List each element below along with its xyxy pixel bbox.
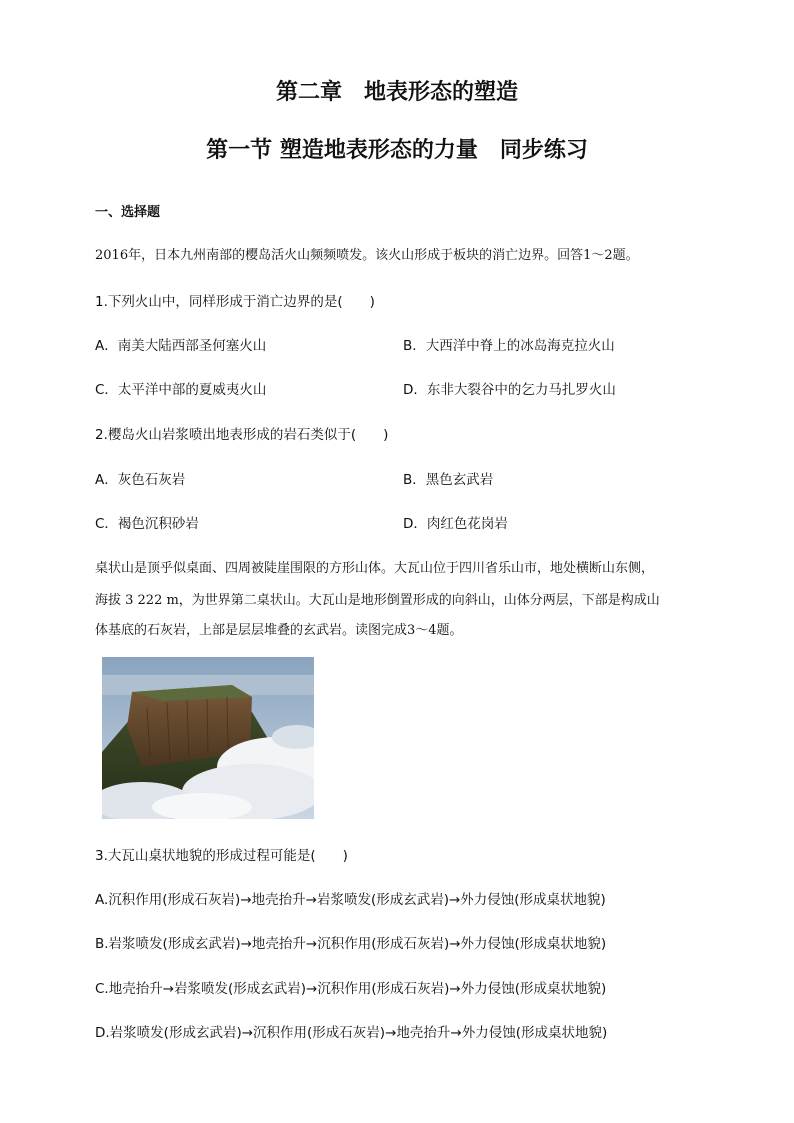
part-heading: 一、选择题: [95, 205, 161, 220]
chapter-title: 第二章 地表形态的塑造: [275, 80, 518, 105]
question-1-option-a: A．南美大陆西部圣何塞火山: [95, 338, 267, 354]
question-3-option-b: B.岩浆喷发(形成玄武岩)→地壳抬升→沉积作用(形成石灰岩)→外力侵蚀(形成桌状地貌): [95, 936, 607, 952]
passage-2-line-2: 海拔 3 222 m，为世界第二桌状山。大瓦山是地形倒置形成的向斜山，山体分两层，下部是构成山: [95, 593, 660, 608]
question-3-option-a: A.沉积作用(形成石灰岩)→地壳抬升→岩浆喷发(形成玄武岩)→外力侵蚀(形成桌状地貌): [95, 892, 606, 908]
question-3-option-d: D.岩浆喷发(形成玄武岩)→沉积作用(形成石灰岩)→地壳抬升→外力侵蚀(形成桌状地貌): [95, 1025, 608, 1041]
question-2-stem: 2.樱岛火山岩浆喷出地表形成的岩石类似于( ): [95, 427, 389, 443]
question-1-option-b: B．大西洋中脊上的冰岛海克拉火山: [403, 338, 615, 354]
question-1-stem: 1.下列火山中，同样形成于消亡边界的是( ): [95, 294, 375, 310]
question-2-option-c: C．褐色沉积砂岩: [95, 516, 199, 532]
passage-2-line-1: 桌状山是顶乎似桌面、四周被陡崖围限的方形山体。大瓦山位于四川省乐山市，地处横断山东侧，: [95, 561, 655, 576]
question-3-stem: 3.大瓦山桌状地貌的形成过程可能是( ): [95, 848, 348, 864]
question-3-option-c: C.地壳抬升→岩浆喷发(形成玄武岩)→沉积作用(形成石灰岩)→外力侵蚀(形成桌状地貌): [95, 981, 607, 997]
passage-1: 2016年，日本九州南部的樱岛活火山频频喷发。该火山形成于板块的消亡边界。回答1～2题。: [95, 248, 639, 263]
question-2-option-d: D．肉红色花岗岩: [403, 516, 508, 532]
passage-2-line-3: 体基底的石灰岩，上部是层层堆叠的玄武岩。读图完成3～4题。: [95, 623, 463, 638]
question-1-option-d: D．东非大裂谷中的乞力马扎罗火山: [403, 382, 616, 398]
section-title: 第一节 塑造地表形态的力量 同步练习: [206, 138, 588, 163]
question-2-option-b: B．黑色玄武岩: [403, 472, 494, 488]
question-1-option-c: C．太平洋中部的夏威夷火山: [95, 382, 267, 398]
table-mountain-photo: [102, 657, 314, 819]
question-2-option-a: A．灰色石灰岩: [95, 472, 186, 488]
